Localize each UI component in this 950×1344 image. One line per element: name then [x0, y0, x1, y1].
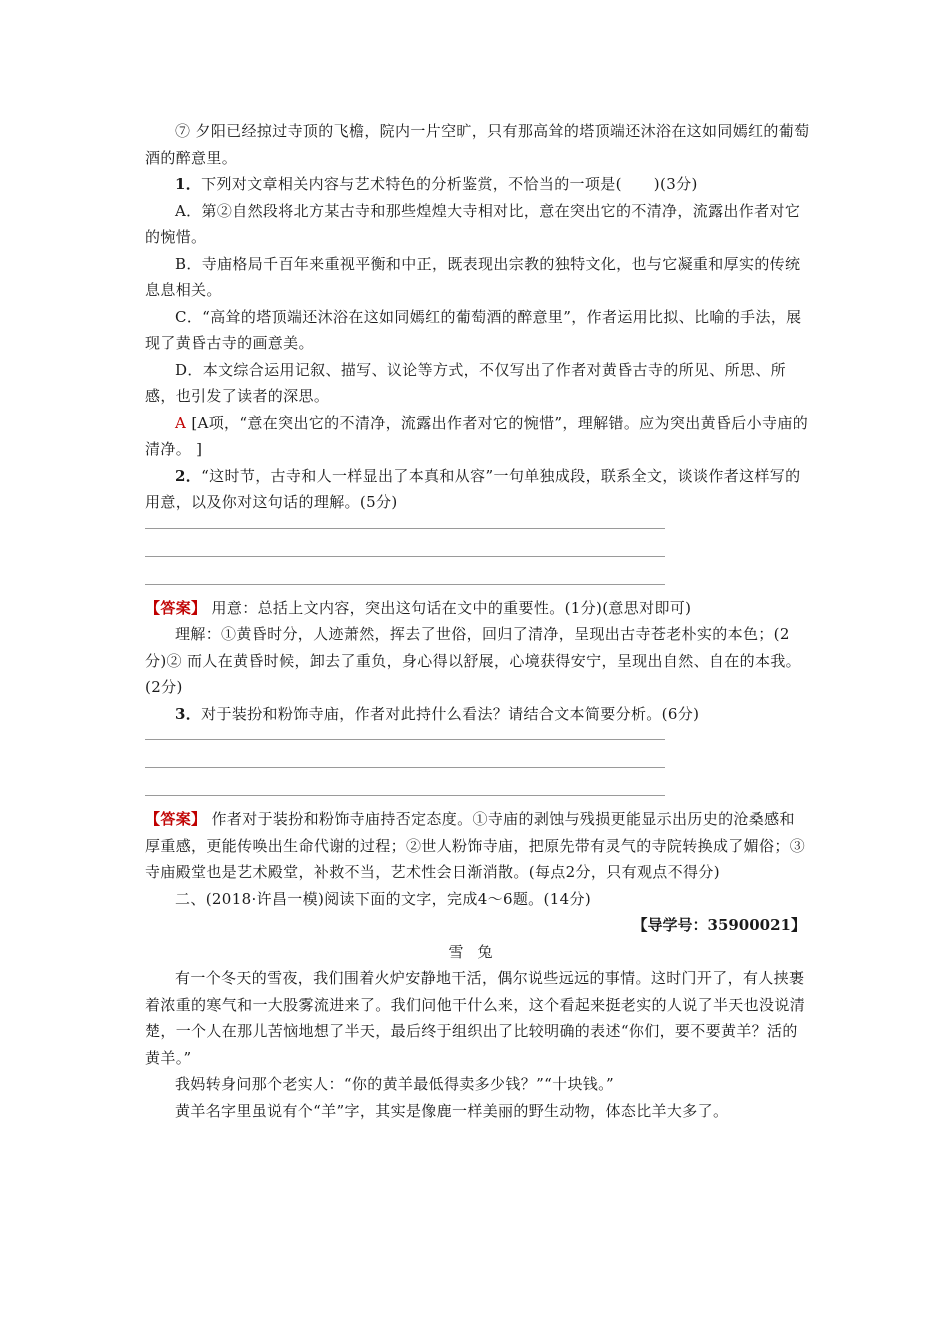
option-c: C．“高耸的塔顶端还沐浴在这如同嫣红的葡萄酒的醉意里”，作者运用比拟、比喻的手法，展现了黄昏古寺的画意美。 — [145, 307, 802, 352]
passage-paragraph-7: ⑦ 夕阳已经掠过寺顶的飞檐，院内一片空旷，只有那高耸的塔顶端还沐浴在这如同嫣红的葡萄酒的醉意里。 — [145, 122, 810, 167]
question-2-stem — [145, 463, 810, 516]
question-3-answer — [145, 806, 810, 886]
section-heading: 二、(2018·许昌一模)阅读下面的文字，完成4～6题。(14分) — [175, 889, 592, 908]
answer-line — [145, 528, 665, 529]
answer-purpose: 用意：总括上文内容，突出这句话在文中的重要性。(1分)(意思对即可) — [211, 598, 692, 617]
question-2-text: “这时节，古寺和人一样显出了本真和从容”一句单独成段，联系全文，谈谈作者这样写的用意，以及你对这句话的理解。(5分) — [145, 466, 801, 511]
question-3-stem — [145, 701, 810, 728]
guide-number: 【导学号：35900021】 — [632, 916, 806, 934]
question-1-stem — [145, 171, 810, 198]
article-paragraph: 黄羊名字里虽说有个“羊”字，其实是像鹿一样美丽的野生动物，体态比羊大多了。 — [175, 1101, 729, 1120]
article-paragraph: 我妈转身问那个老实人：“你的黄羊最低得卖多少钱？”“十块钱。” — [175, 1075, 615, 1093]
answer-letter: A — [175, 413, 187, 432]
document-page — [145, 118, 810, 1124]
question-2-understanding: 理解：①黄昏时分，人迹萧然，挥去了世俗，回归了清净，呈现出古寺苍老朴实的本色；(2分)② 而人在黄昏时候，卸去了重负，身心得以舒展，心境获得安宁，呈现出自然、自在的本我。(2分) — [145, 625, 802, 696]
answer-line — [145, 739, 665, 740]
option-a: A．第②自然段将北方某古寺和那些煌煌大寺相对比，意在突出它的不清净，流露出作者对它的惋惜。 — [145, 201, 801, 246]
question-2-number: 2． — [175, 466, 202, 485]
answer-explanation: [A项，“意在突出它的不清净，流露出作者对它的惋惜”，理解错。应为突出黄昏后小寺庙的清净。 ] — [145, 413, 809, 458]
answer-text: 作者对于装扮和粉饰寺庙持否定态度。①寺庙的剥蚀与残损更能显示出历史的沧桑感和厚重感，更能传唤出生命代谢的过程；②世人粉饰寺庙，把原先带有灵气的寺院转换成了媚俗；③寺庙殿堂也是艺术殿堂，补救不当，艺术性会日渐消散。(每点2分，只有观点不得分) — [145, 810, 806, 881]
question-2-answer — [145, 595, 810, 622]
question-1-points: )(3分) — [653, 175, 698, 193]
article-paragraph: 有一个冬天的雪夜，我们围着火炉安静地干活，偶尔说些远远的事情。这时门开了，有人挟裹着浓重的寒气和一大股雾流进来了。我们问他干什么来，这个看起来挺老实的人说了半天也没说清楚，一个人在那儿苦恼地想了半天，最后终于组织出了比较明确的表述“你们，要不要黄羊？活的黄羊。” — [145, 969, 806, 1067]
answer-lines-q3[interactable] — [145, 727, 810, 796]
question-1-text: 下列对文章相关内容与艺术特色的分析鉴赏，不恰当的一项是( — [201, 175, 622, 193]
answer-tag: 【答案】 — [145, 810, 207, 828]
option-d: D．本文综合运用记叙、描写、议论等方式，不仅写出了作者对黄昏古寺的所见、所思、所感，也引发了读者的深思。 — [145, 360, 787, 405]
answer-line — [145, 584, 665, 585]
option-b: B．寺庙格局千百年来重视平衡和中正，既表现出宗教的独特文化，也与它凝重和厚实的传统息息相关。 — [145, 254, 801, 299]
answer-lines-q2[interactable] — [145, 516, 810, 585]
answer-line — [145, 767, 665, 768]
answer-line — [145, 795, 665, 796]
question-1-answer — [145, 410, 810, 463]
answer-line — [145, 556, 665, 557]
question-3-number: 3． — [175, 704, 202, 723]
answer-tag: 【答案】 — [145, 598, 207, 617]
question-3-text: 对于装扮和粉饰寺庙，作者对此持什么看法？请结合文本简要分析。(6分) — [201, 704, 700, 723]
question-1-number: 1． — [175, 175, 202, 193]
article-title: 雪兔 — [448, 942, 507, 961]
